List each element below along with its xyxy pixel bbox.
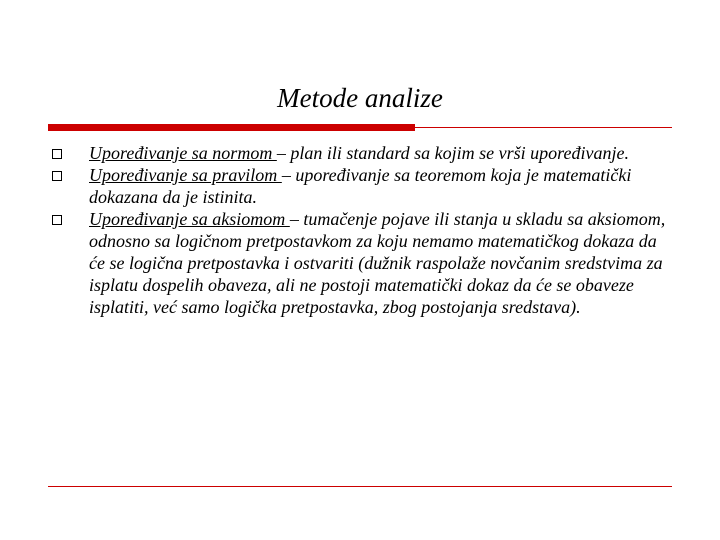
- bullet-item-norm: [52, 142, 672, 164]
- slide-title: Metode analize: [277, 83, 443, 113]
- bullet-term: Upoređivanje sa pravilom: [89, 165, 282, 185]
- bullet-text: – plan ili standard sa kojim se vrši upoređivanje.: [276, 143, 629, 163]
- footer-rule: [48, 486, 672, 487]
- bullet-text: – upoređivanje sa teoremom koja je matematički dokazana da je istinita.: [89, 165, 632, 207]
- bullet-text: – tumačenje pojave ili stanja u skladu sa aksiomom, odnosno sa logičnom pretpostavkom za koju nemamo matematičkog dokaza da će se logična pretpostavka i ostvariti (dužnik raspolaže novčanim sredstvima za isplatu dospelih obaveza, ali ne postoji matematički dokaz da će se obaveze isplatiti, već samo logička pretpostavka, zbog postojanja sredstava).: [89, 209, 666, 317]
- bullet-item-axiom: [52, 208, 672, 318]
- bullet-list: [52, 142, 672, 318]
- hollow-square-bullet-icon: [52, 149, 62, 159]
- hollow-square-bullet-icon: [52, 215, 62, 225]
- title-underline-rule: [48, 127, 672, 128]
- bullet-item-rule: [52, 164, 672, 208]
- bullet-term: Upoređivanje sa aksiomom: [89, 209, 290, 229]
- bullet-term: Upoređivanje sa normom: [89, 143, 277, 163]
- hollow-square-bullet-icon: [52, 171, 62, 181]
